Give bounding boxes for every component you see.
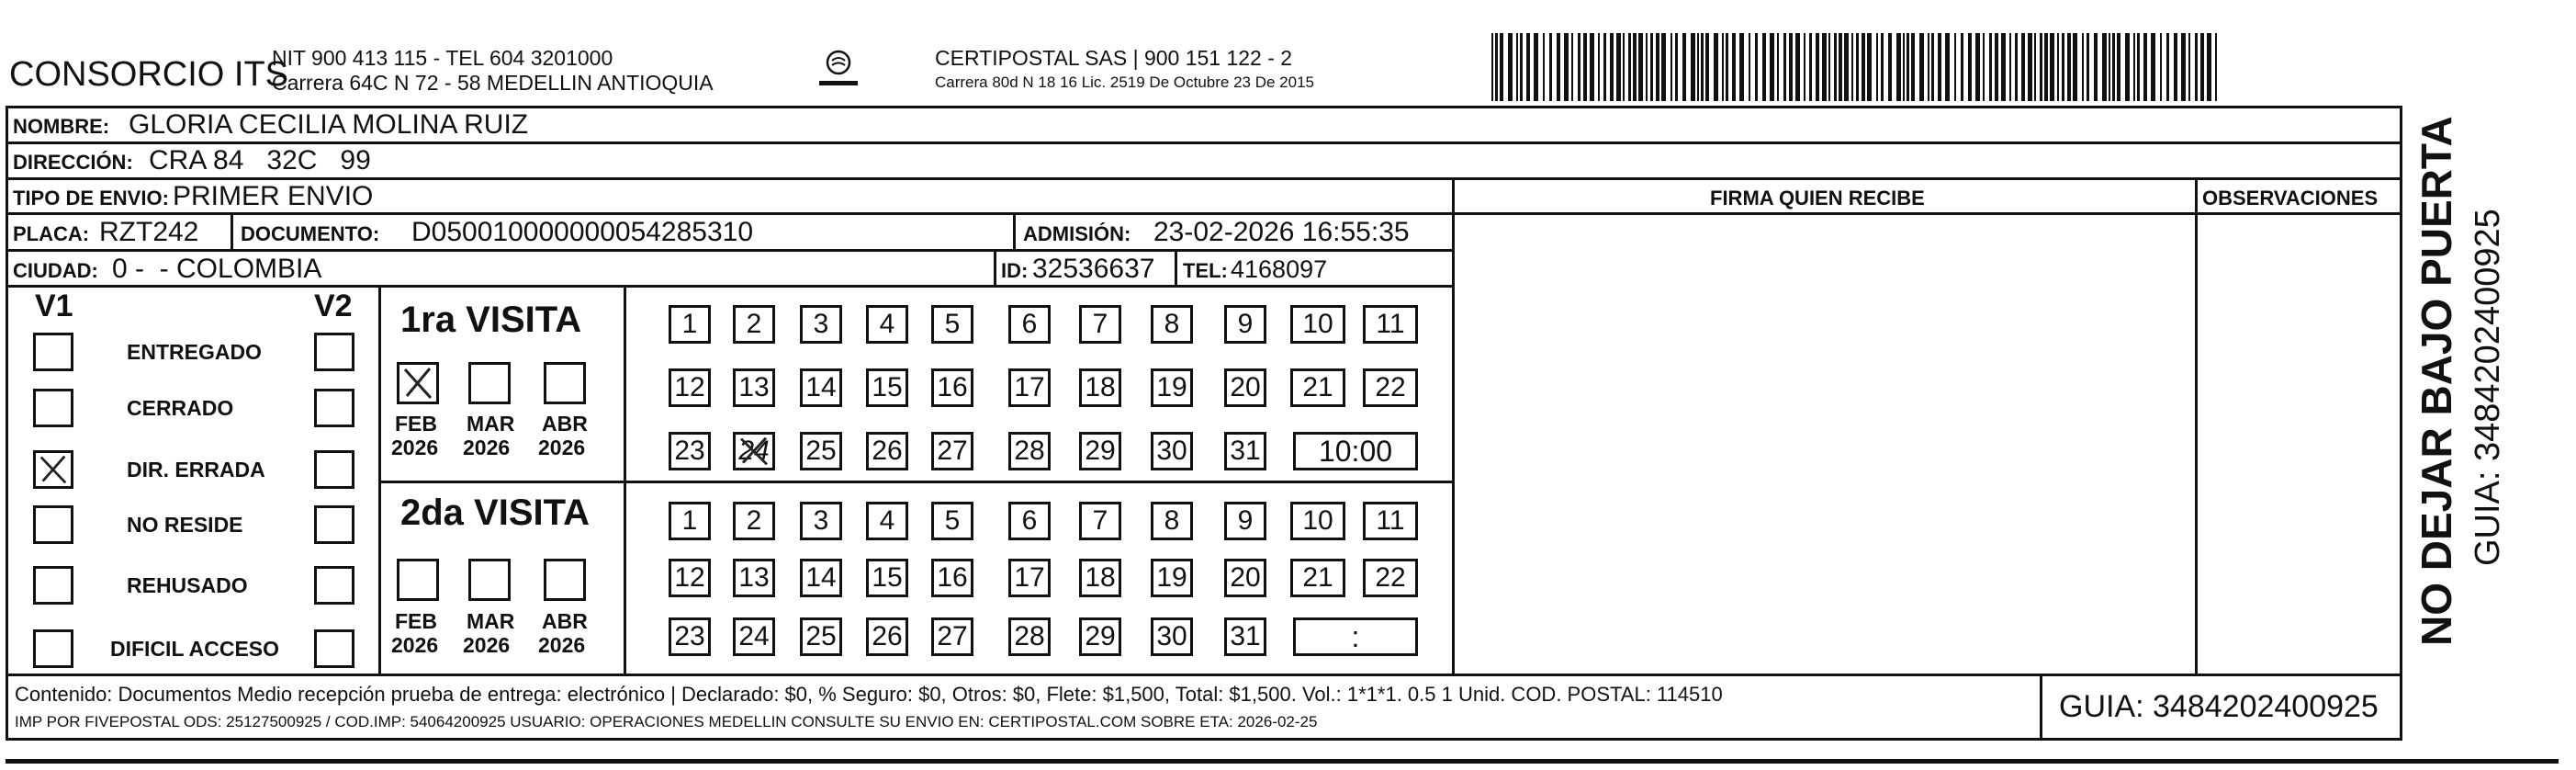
barcode-bar — [1989, 33, 1992, 101]
barcode-bar — [2001, 33, 2006, 101]
day-box: 12 — [669, 559, 711, 597]
time-box: 10:00 — [1293, 432, 1418, 470]
month-label: MAR — [467, 412, 515, 436]
barcode-bar — [1789, 33, 1793, 101]
barcode-bar — [1911, 33, 1915, 101]
barcode-bar — [1705, 33, 1709, 101]
barcode — [1490, 33, 2222, 101]
day-box: 9 — [1224, 502, 1266, 540]
day-box: 8 — [1151, 502, 1193, 540]
month-checkbox — [397, 559, 439, 601]
nombre-label: NOMBRE: — [13, 115, 110, 138]
recipient-address: CRA 84 32C 99 — [149, 145, 371, 176]
barcode-bar — [2015, 33, 2018, 101]
company-address-line: Carrera 64C N 72 - 58 MEDELLIN ANTIOQUIA — [272, 71, 714, 95]
barcode-bar — [2073, 33, 2077, 101]
barcode-bar — [1809, 33, 1812, 101]
barcode-bar — [2188, 33, 2190, 101]
day-box: 2 — [733, 502, 775, 540]
day-box: 13 — [733, 368, 775, 407]
barcode-bar — [2067, 33, 2071, 101]
barcode-bar — [1564, 33, 1569, 101]
day-box: 20 — [1224, 368, 1266, 407]
barcode-bar — [2160, 33, 2162, 101]
barcode-bar — [1777, 33, 1779, 101]
day-box: 1 — [669, 502, 711, 540]
day-box: 19 — [1151, 559, 1193, 597]
barcode-bar — [2215, 33, 2217, 101]
day-box: 29 — [1079, 432, 1121, 470]
day-box: 27 — [931, 617, 973, 656]
day-box: 23 — [669, 617, 711, 656]
day-box: 25 — [800, 432, 842, 470]
company-nit-line: NIT 900 413 115 - TEL 604 3201000 — [272, 46, 613, 70]
barcode-bar — [1975, 33, 1980, 101]
ciudad-label: CIUDAD: — [13, 259, 98, 282]
admision-value: 23-02-2026 16:55:35 — [1153, 217, 1410, 247]
day-box: 28 — [1008, 432, 1051, 470]
tipo-envio-label: TIPO DE ENVIO: — [13, 187, 169, 209]
day-box: 4 — [866, 305, 908, 344]
day-box: 11 — [1363, 305, 1418, 344]
documento-value: D050010000000054285310 — [411, 217, 754, 247]
v2-checkbox — [314, 566, 354, 605]
barcode-bar — [2112, 33, 2115, 101]
day-box: 16 — [931, 559, 973, 597]
carrier-address-line: Carrera 80d N 18 16 Lic. 2519 De Octubre 23 De 2015 — [935, 74, 1314, 91]
barcode-bar — [1701, 33, 1704, 101]
barcode-bar — [1732, 33, 1736, 101]
month-year-label: 2026 — [391, 436, 439, 459]
barcode-bar — [2050, 33, 2054, 101]
day-box: 6 — [1008, 502, 1051, 540]
v2-header: V2 — [314, 289, 353, 323]
firma-header: FIRMA QUIEN RECIBE — [1710, 187, 1925, 209]
barcode-bar — [2028, 33, 2032, 101]
day-box: 17 — [1008, 559, 1051, 597]
day-box: 14 — [800, 559, 842, 597]
barcode-bar — [1919, 33, 1924, 101]
barcode-bar — [1691, 33, 1695, 101]
carrier-line: CERTIPOSTAL SAS | 900 151 122 - 2 — [935, 46, 1293, 70]
barcode-bar — [1881, 33, 1884, 101]
v1-checkbox — [33, 450, 73, 489]
v2-checkbox — [314, 333, 354, 371]
day-box: 18 — [1079, 368, 1121, 407]
day-box: 10 — [1290, 502, 1345, 540]
v1-checkbox — [33, 629, 73, 668]
barcode-bar — [2009, 33, 2011, 101]
barcode-bar — [2200, 33, 2204, 101]
day-box: 5 — [931, 502, 973, 540]
barcode-bar — [1697, 33, 1699, 101]
day-box: 10 — [1290, 305, 1345, 344]
month-checkbox — [468, 559, 511, 601]
barcode-bar — [2087, 33, 2089, 101]
documento-label: DOCUMENTO: — [241, 222, 380, 245]
day-box: 21 — [1290, 559, 1345, 597]
barcode-bar — [1839, 33, 1842, 101]
id-value: 32536637 — [1032, 254, 1155, 284]
ciudad-value: 0 - - COLOMBIA — [112, 254, 322, 284]
barcode-bar — [1583, 33, 1587, 101]
barcode-bar — [1590, 33, 1594, 101]
day-box: 5 — [931, 305, 973, 344]
barcode-bar — [1610, 33, 1614, 101]
company-name: CONSORCIO ITS — [9, 55, 289, 94]
barcode-bar — [1739, 33, 1744, 101]
day-box: 15 — [866, 559, 908, 597]
visit1-title: 1ra VISITA — [400, 300, 582, 340]
day-box: 27 — [931, 432, 973, 470]
month-label: ABR — [542, 609, 588, 633]
footer-imp-line: IMP POR FIVEPOSTAL ODS: 25127500925 / COD.IMP: 54064200925 USUARIO: OPERACIONES MEDELLIN CONSULTE SU ENVIO EN: CERTIPOSTAL.COM SOBRE ETA: 2026-02-25 — [15, 713, 1318, 730]
day-box: 22 — [1363, 559, 1418, 597]
day-box: 24 — [733, 432, 775, 470]
barcode-bar — [1557, 33, 1560, 101]
status-label: DIR. ERRADA — [127, 458, 265, 481]
day-box: 31 — [1224, 617, 1266, 656]
tipo-envio-value: PRIMER ENVIO — [173, 181, 374, 211]
barcode-bar — [1995, 33, 1998, 101]
barcode-bar — [1755, 33, 1758, 101]
barcode-bar — [1816, 33, 1819, 101]
barcode-bar — [1633, 33, 1637, 101]
month-year-label: 2026 — [463, 436, 511, 459]
day-box: 7 — [1079, 305, 1121, 344]
barcode-bar — [2174, 33, 2177, 101]
day-box: 17 — [1008, 368, 1051, 407]
day-box: 3 — [800, 305, 842, 344]
barcode-bar — [1844, 33, 1849, 101]
barcode-bar — [1508, 33, 1513, 101]
barcode-bar — [1896, 33, 1901, 101]
day-box: 23 — [669, 432, 711, 470]
recipient-name: GLORIA CECILIA MOLINA RUIZ — [129, 109, 529, 140]
day-box: 30 — [1151, 432, 1193, 470]
barcode-bar — [1623, 33, 1625, 101]
day-box: 1 — [669, 305, 711, 344]
month-checkbox — [468, 362, 511, 404]
barcode-bar — [2102, 33, 2107, 101]
barcode-bar — [1516, 33, 1518, 101]
day-box: 6 — [1008, 305, 1051, 344]
barcode-bar — [1907, 33, 1909, 101]
barcode-bar — [1862, 33, 1865, 101]
direccion-label: DIRECCIÓN: — [13, 151, 133, 174]
barcode-bar — [2057, 33, 2059, 101]
barcode-bar — [1867, 33, 1872, 101]
day-box: 22 — [1363, 368, 1418, 407]
v2-checkbox — [314, 450, 354, 489]
barcode-bar — [1726, 33, 1728, 101]
barcode-bar — [1834, 33, 1837, 101]
barcode-bar — [2207, 33, 2211, 101]
barcode-bar — [2151, 33, 2155, 101]
barcode-bar — [1578, 33, 1580, 101]
barcode-bar — [1851, 33, 1853, 101]
barcode-bar — [2082, 33, 2084, 101]
barcode-bar — [1650, 33, 1653, 101]
barcode-bar — [1928, 33, 1929, 101]
barcode-bar — [1543, 33, 1545, 101]
barcode-bar — [2062, 33, 2064, 101]
tel-label: TEL: — [1183, 259, 1228, 282]
barcode-bar — [2133, 33, 2135, 101]
barcode-bar — [1968, 33, 1972, 101]
status-label: REHUSADO — [127, 573, 248, 597]
no-dejar-bajo-puerta: NO DEJAR BAJO PUERTA — [2413, 116, 2460, 646]
footer-contents-line: Contenido: Documentos Medio recepción prueba de entrega: electrónico | Declarado: $0, % Seguro: $0, Otros: $0, Flete: $1,500, Total: $1,500. Vol.: 1*1*1. 0.5 1 Unid. COD. POSTAL: 114510 — [15, 683, 1723, 706]
footer-guia: GUIA: 3484202400925 — [2059, 689, 2379, 724]
day-box: 3 — [800, 502, 842, 540]
barcode-bar — [1495, 33, 1498, 101]
barcode-bar — [1520, 33, 1523, 101]
barcode-bar — [1822, 33, 1827, 101]
barcode-bar — [2166, 33, 2169, 101]
month-year-label: 2026 — [463, 633, 511, 657]
barcode-bar — [1682, 33, 1686, 101]
day-box: 19 — [1151, 368, 1193, 407]
barcode-bar — [1804, 33, 1805, 101]
barcode-bar — [1954, 33, 1956, 101]
barcode-bar — [1876, 33, 1878, 101]
day-box: 16 — [931, 368, 973, 407]
status-label: CERRADO — [127, 396, 234, 420]
barcode-bar — [1549, 33, 1552, 101]
visit2-title: 2da VISITA — [400, 493, 590, 533]
day-box: 14 — [800, 368, 842, 407]
barcode-bar — [2034, 33, 2036, 101]
v1-checkbox — [33, 389, 73, 427]
month-checkbox — [544, 362, 586, 404]
barcode-bar — [2040, 33, 2042, 101]
month-checkbox — [397, 362, 439, 404]
v1-checkbox — [33, 566, 73, 605]
v1-checkbox — [33, 505, 73, 544]
day-box: 25 — [800, 617, 842, 656]
v2-checkbox — [314, 505, 354, 544]
day-box: 4 — [866, 502, 908, 540]
barcode-bar — [2094, 33, 2098, 101]
barcode-bar — [1638, 33, 1643, 101]
barcode-bar — [1500, 33, 1503, 101]
placa-label: PLACA: — [13, 222, 90, 245]
v2-checkbox — [314, 629, 354, 668]
barcode-bar — [1670, 33, 1672, 101]
status-label: ENTREGADO — [127, 340, 262, 364]
day-box-mark — [736, 435, 772, 468]
id-label: ID: — [1001, 259, 1029, 282]
day-box: 18 — [1079, 559, 1121, 597]
barcode-bar — [1491, 33, 1493, 101]
barcode-bar — [1526, 33, 1530, 101]
barcode-bar — [1938, 33, 1941, 101]
v1-header: V1 — [35, 289, 73, 323]
day-box: 21 — [1290, 368, 1345, 407]
month-year-label: 2026 — [538, 436, 586, 459]
month-label: ABR — [542, 412, 588, 436]
barcode-bar — [2044, 33, 2048, 101]
month-label: FEB — [395, 412, 437, 436]
month-checkbox — [544, 559, 586, 601]
barcode-bar — [2117, 33, 2120, 101]
month-label: FEB — [395, 609, 437, 633]
barcode-bar — [1656, 33, 1659, 101]
barcode-bar — [1675, 33, 1678, 101]
day-box: 20 — [1224, 559, 1266, 597]
certipostal-logo-icon — [816, 46, 861, 92]
barcode-bar — [1983, 33, 1985, 101]
barcode-bar — [2125, 33, 2130, 101]
time-box: : — [1293, 617, 1418, 656]
day-box: 26 — [866, 432, 908, 470]
month-year-label: 2026 — [538, 633, 586, 657]
barcode-bar — [1571, 33, 1573, 101]
month-label: MAR — [467, 609, 515, 633]
admision-label: ADMISIÓN: — [1023, 222, 1131, 245]
day-box: 2 — [733, 305, 775, 344]
tel-value: 4168097 — [1231, 255, 1328, 283]
barcode-bar — [2137, 33, 2140, 101]
day-box: 24 — [733, 617, 775, 656]
status-label: NO RESIDE — [127, 513, 243, 537]
barcode-bar — [1795, 33, 1800, 101]
barcode-bar — [2109, 33, 2110, 101]
barcode-bar — [2143, 33, 2147, 101]
placa-value: RZT242 — [99, 217, 199, 247]
barcode-bar — [1598, 33, 1600, 101]
day-box: 12 — [669, 368, 711, 407]
observaciones-header: OBSERVACIONES — [2202, 187, 2379, 209]
barcode-bar — [2021, 33, 2025, 101]
day-box: 15 — [866, 368, 908, 407]
barcode-bar — [1903, 33, 1905, 101]
day-box: 8 — [1151, 305, 1193, 344]
barcode-bar — [1945, 33, 1950, 101]
barcode-bar — [1762, 33, 1766, 101]
barcode-bar — [2195, 33, 2198, 101]
month-year-label: 2026 — [391, 633, 439, 657]
barcode-bar — [1628, 33, 1631, 101]
v1-checkbox-mark — [36, 453, 71, 486]
barcode-bar — [1722, 33, 1724, 101]
day-box: 31 — [1224, 432, 1266, 470]
barcode-bar — [1749, 33, 1750, 101]
barcode-bar — [1783, 33, 1786, 101]
barcode-bar — [1931, 33, 1934, 101]
barcode-bar — [1770, 33, 1774, 101]
barcode-bar — [2181, 33, 2186, 101]
barcode-bar — [1888, 33, 1892, 101]
barcode-bar — [1714, 33, 1718, 101]
day-box: 30 — [1151, 617, 1193, 656]
side-guia: GUIA: 3484202400925 — [2469, 209, 2507, 566]
v2-checkbox — [314, 389, 354, 427]
barcode-bar — [1534, 33, 1538, 101]
day-box: 26 — [866, 617, 908, 656]
barcode-bar — [1856, 33, 1859, 101]
day-box: 29 — [1079, 617, 1121, 656]
barcode-bar — [1616, 33, 1621, 101]
day-box: 11 — [1363, 502, 1418, 540]
status-label: DIFICIL ACCESO — [110, 637, 280, 661]
barcode-bar — [1961, 33, 1963, 101]
day-box: 9 — [1224, 305, 1266, 344]
barcode-bar — [1603, 33, 1606, 101]
day-box: 13 — [733, 559, 775, 597]
day-box: 28 — [1008, 617, 1051, 656]
day-box: 7 — [1079, 502, 1121, 540]
v1-checkbox — [33, 333, 73, 371]
barcode-bar — [1828, 33, 1830, 101]
barcode-bar — [1661, 33, 1666, 101]
barcode-bar — [1646, 33, 1648, 101]
month-checkbox-mark — [399, 365, 436, 402]
